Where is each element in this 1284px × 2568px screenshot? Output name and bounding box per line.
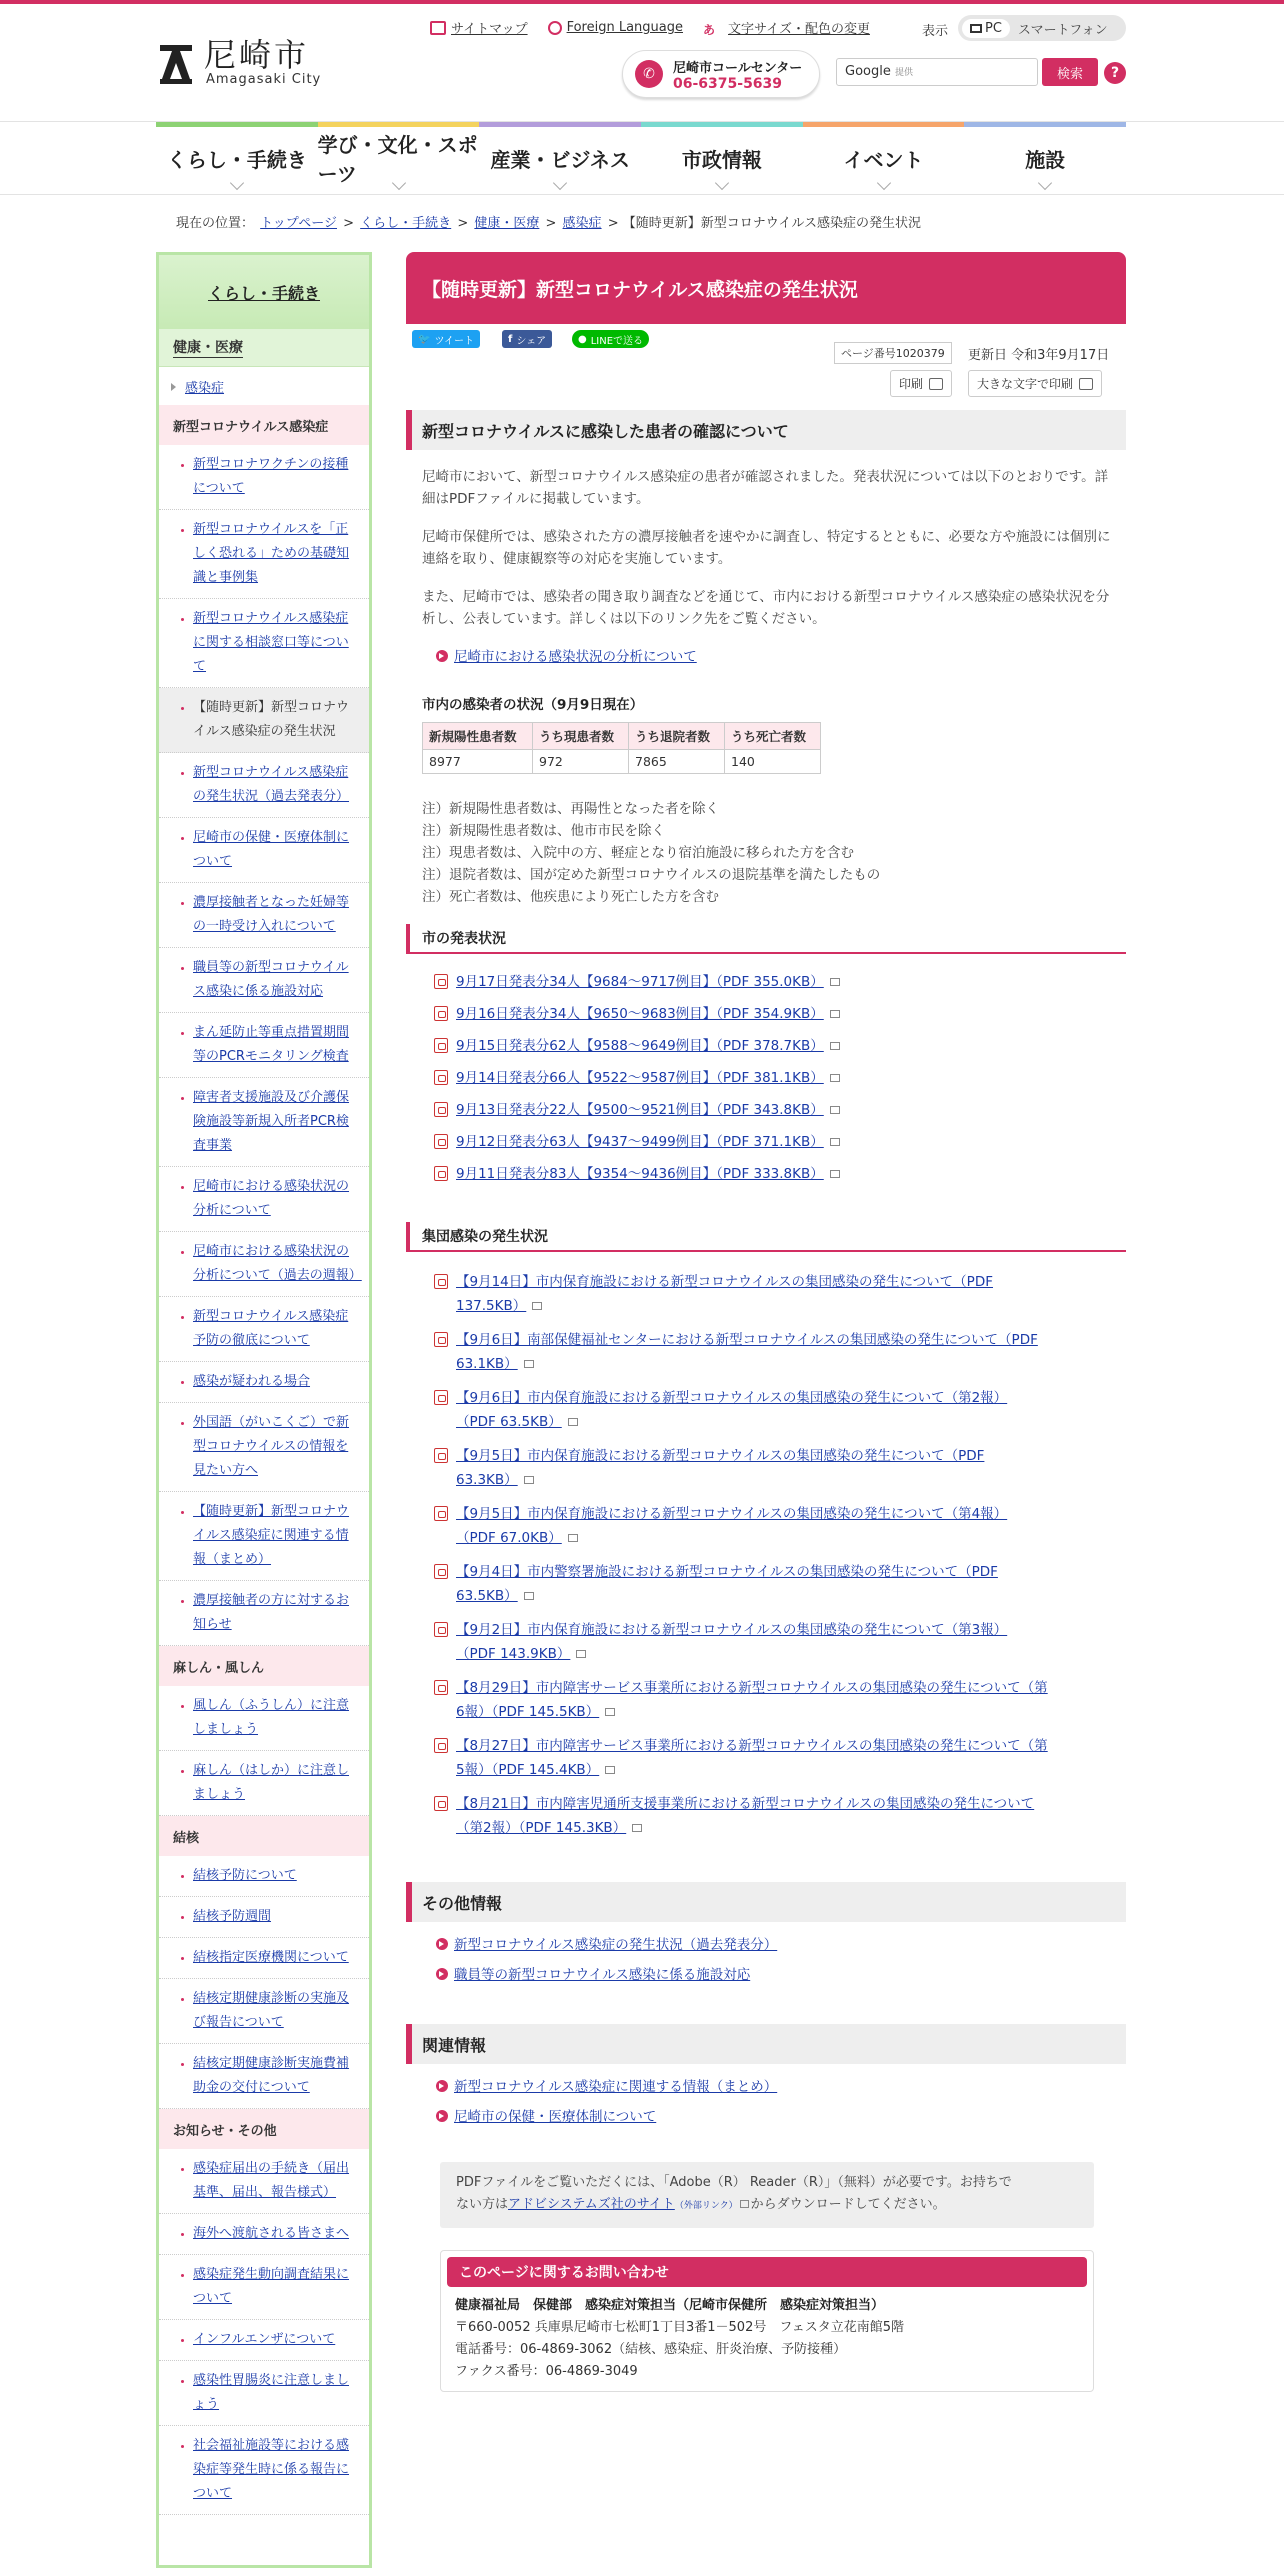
line-label: LINEで送る bbox=[590, 335, 644, 347]
tweet-button[interactable] bbox=[412, 330, 480, 348]
sidebar-item-label[interactable]: 外国語（がいこくご）で新型コロナウイルスの情報を見たい方へ bbox=[193, 1415, 350, 1478]
pdf-link[interactable]: 【9月5日】市内保育施設における新型コロナウイルスの集団感染の発生について（PDF bbox=[456, 1448, 985, 1464]
new-window-icon bbox=[605, 1708, 615, 1716]
pdf-link[interactable]: 9月13日発表分22人【9500～9521例目】（PDF 343.8KB） bbox=[456, 1102, 824, 1118]
pdf-link-item[interactable] bbox=[434, 1098, 1114, 1122]
logo-subtitle: Amagasaki City bbox=[206, 72, 322, 87]
sitemap-label[interactable]: サイトマップ bbox=[451, 22, 528, 37]
pdf-note-text: ない方は bbox=[456, 2197, 509, 2212]
sidebar-item-label[interactable]: 感染症発生動向調査結果について bbox=[193, 2267, 350, 2306]
table-header: うち現患者数 bbox=[533, 723, 629, 750]
sidebar-item-label[interactable]: 感染性胃腸炎に注意しましょう bbox=[193, 2373, 350, 2412]
sidebar-item[interactable] bbox=[159, 2255, 369, 2320]
pdf-icon bbox=[434, 1102, 448, 1117]
sidebar-title-link[interactable]: くらし・手続き bbox=[207, 283, 320, 303]
breadcrumb-item[interactable]: 健康・医療 bbox=[474, 216, 540, 231]
search-button[interactable]: 検索 bbox=[1042, 58, 1098, 86]
help-icon[interactable]: ? bbox=[1104, 62, 1126, 84]
monitor-icon bbox=[970, 24, 982, 33]
pdf-link[interactable]: 【9月5日】市内保育施設における新型コロナウイルスの集団感染の発生について（第4報） bbox=[456, 1506, 1008, 1522]
printer-icon bbox=[1079, 378, 1093, 390]
line-share-button[interactable] bbox=[572, 330, 649, 348]
call-center-box[interactable] bbox=[622, 50, 820, 98]
pdf-link[interactable]: 【9月14日】市内保育施設における新型コロナウイルスの集団感染の発生について（PDF bbox=[456, 1274, 993, 1290]
sidebar-item[interactable] bbox=[159, 1078, 369, 1167]
sidebar-item[interactable] bbox=[159, 1897, 369, 1938]
contact-title: このページに関するお問い合わせ bbox=[447, 2257, 1087, 2287]
sidebar-item[interactable] bbox=[159, 1167, 369, 1232]
gnav-label: 産業・ビジネス bbox=[490, 147, 630, 172]
sidebar-item[interactable] bbox=[159, 1751, 369, 1816]
gnav-label: 市政情報 bbox=[681, 147, 762, 172]
sidebar-item-label[interactable]: まん延防止等重点措置期間等のPCRモニタリング検査 bbox=[193, 1025, 350, 1064]
breadcrumb-item[interactable]: トップページ bbox=[260, 216, 337, 231]
gnav-color-bar bbox=[641, 122, 803, 127]
gnav-item-shisetsu[interactable] bbox=[964, 122, 1126, 194]
sidebar-item-label[interactable]: 新型コロナウイルス感染症の発生状況（過去発表分） bbox=[193, 765, 350, 804]
pdf-link[interactable]: 【9月4日】市内警察署施設における新型コロナウイルスの集団感染の発生について（PDF bbox=[456, 1564, 998, 1580]
sidebar-item-label[interactable]: 海外へ渡航される皆さまへ bbox=[193, 2226, 350, 2241]
city-emblem-icon bbox=[156, 39, 196, 87]
sidebar-group-title: 新型コロナウイルス感染症 bbox=[159, 405, 369, 445]
new-window-icon bbox=[830, 1170, 840, 1178]
pdf-link-item[interactable] bbox=[434, 1560, 1114, 1608]
gnav-item-kurashi[interactable] bbox=[156, 122, 318, 194]
breadcrumb-item[interactable]: 感染症 bbox=[562, 216, 602, 231]
breadcrumb-current: 【随時更新】新型コロナウイルス感染症の発生状況 bbox=[622, 216, 921, 231]
search-brand-sub: 提供 bbox=[894, 68, 913, 78]
sidebar-section[interactable] bbox=[159, 329, 369, 367]
sidebar-item[interactable] bbox=[159, 1362, 369, 1403]
sidebar-item-label[interactable]: 社会福祉施設等における感染症等発生時に係る報告について bbox=[193, 2438, 350, 2501]
sidebar-item[interactable] bbox=[159, 510, 369, 599]
sidebar-item-label[interactable]: 感染症届出の手続き（届出基準、届出、報告様式） bbox=[193, 2161, 350, 2200]
paragraph: 尼崎市保健所では、感染された方の濃厚接触者を速やかに調査し、特定するとともに、必要な方や施設には個別に連絡を取り、健康観察等の対応を実施しています。 bbox=[422, 529, 1111, 567]
table-row bbox=[423, 750, 821, 774]
tweet-label: ツイート bbox=[434, 335, 474, 347]
new-window-icon bbox=[830, 1042, 840, 1050]
pdf-link-item[interactable] bbox=[434, 1386, 1114, 1434]
pdf-icon bbox=[434, 1274, 448, 1289]
sidebar-item-label[interactable]: 尼崎市における感染状況の分析について（過去の週報） bbox=[193, 1244, 362, 1283]
gnav-color-bar bbox=[156, 122, 318, 127]
sidebar-item[interactable] bbox=[159, 2361, 369, 2426]
breadcrumb: 現在の位置： トップページ > くらし・手続き > 健康・医療 > 感染症 > 【随時更新】新型コロナウイルス感染症の発生状況 bbox=[176, 216, 921, 231]
sidebar-item-label[interactable]: 結核指定医療機関について bbox=[193, 1950, 349, 1965]
breadcrumb-prefix: 現在の位置： bbox=[176, 216, 255, 231]
section-heading: 関連情報 bbox=[406, 2024, 1126, 2064]
external-link-label: （外部リンク） bbox=[674, 2201, 738, 2211]
gnav-label: イベント bbox=[843, 147, 924, 172]
content-link[interactable]: 尼崎市における感染状況の分析について bbox=[436, 646, 697, 668]
sidebar-item-label[interactable]: 新型コロナワクチンの接種について bbox=[193, 457, 349, 496]
sidebar-title[interactable] bbox=[159, 255, 369, 329]
new-window-icon bbox=[632, 1824, 642, 1832]
sitemap-icon bbox=[430, 21, 446, 35]
view-pc-button[interactable] bbox=[962, 19, 1010, 38]
subsection-heading: 集団感染の発生状況 bbox=[406, 1222, 1126, 1252]
sidebar-group-title: お知らせ・その他 bbox=[159, 2109, 369, 2149]
gnav-label: 学び・文化・スポーツ bbox=[317, 133, 478, 186]
note: 注）退院者数は、国が定めた新型コロナウイルスの退院基準を満たしたもの bbox=[422, 867, 881, 883]
pdf-link[interactable]: 【8月29日】市内障害サービス事業所における新型コロナウイルスの集団感染の発生について（第 bbox=[456, 1680, 1048, 1696]
gnav-item-shisei[interactable] bbox=[641, 122, 803, 194]
call-center-title: 尼崎市コールセンター bbox=[673, 60, 803, 76]
new-window-icon bbox=[524, 1360, 534, 1368]
sidebar-item-current bbox=[159, 688, 369, 753]
note: 注）現患者数は、入院中の方、軽症となり宿泊施設に移られた方を含む bbox=[422, 845, 854, 861]
table-header: うち死亡者数 bbox=[725, 723, 821, 750]
pdf-link-item[interactable] bbox=[434, 1034, 1114, 1058]
contact-tel: 電話番号：06-4869-3062（結核、感染症、肝炎治療、予防接種） bbox=[455, 2342, 847, 2357]
note: 注）死亡者数は、他疾患により死亡した方を含む bbox=[422, 889, 719, 905]
sidebar-item[interactable] bbox=[159, 1979, 369, 2044]
table-cell: 140 bbox=[725, 750, 821, 774]
table-header-row bbox=[423, 723, 821, 750]
line-icon: ● bbox=[578, 333, 587, 345]
pdf-link-item[interactable] bbox=[434, 1792, 1114, 1840]
updated-date: 更新日 令和3年9月17日 bbox=[968, 348, 1110, 363]
content-link[interactable]: 新型コロナウイルス感染症に関連する情報（まとめ） bbox=[436, 2076, 777, 2098]
new-window-icon bbox=[830, 1138, 840, 1146]
font-size-label[interactable]: 文字サイズ・配色の変更 bbox=[728, 22, 870, 37]
new-window-icon bbox=[830, 1074, 840, 1082]
facebook-label: シェア bbox=[516, 335, 547, 347]
pdf-link-size[interactable]: 5報）（PDF 145.4KB） bbox=[456, 1762, 600, 1778]
pdf-icon bbox=[434, 1506, 448, 1521]
sidebar-item[interactable] bbox=[159, 445, 369, 510]
sidebar-item-label[interactable]: 濃厚接触者となった妊婦等の一時受け入れについて bbox=[193, 895, 350, 934]
pdf-icon bbox=[434, 1796, 448, 1811]
gnav-color-bar bbox=[803, 122, 965, 127]
external-link-icon bbox=[740, 2200, 749, 2208]
sidebar bbox=[156, 252, 372, 2568]
sidebar-item-label[interactable]: 感染が疑われる場合 bbox=[193, 1374, 311, 1389]
pdf-link[interactable]: 9月17日発表分34人【9684～9717例目】（PDF 355.0KB） bbox=[456, 974, 824, 990]
view-pc-label: PC bbox=[985, 20, 1002, 36]
facebook-icon: f bbox=[508, 333, 513, 345]
facebook-share-button[interactable] bbox=[502, 330, 552, 348]
pdf-link-size[interactable]: 63.1KB） bbox=[456, 1356, 518, 1372]
logo-title: 尼崎市 bbox=[204, 36, 310, 74]
section-heading: その他情報 bbox=[406, 1882, 1126, 1922]
pdf-link-size[interactable]: （PDF 143.9KB） bbox=[456, 1646, 571, 1662]
contact-fax: ファクス番号：06-4869-3049 bbox=[455, 2364, 638, 2379]
sidebar-item[interactable] bbox=[159, 753, 369, 818]
pdf-link-item[interactable] bbox=[434, 1444, 1114, 1492]
gnav-color-bar bbox=[964, 122, 1126, 127]
new-window-icon bbox=[830, 978, 840, 986]
print-button[interactable] bbox=[890, 370, 952, 397]
chevron-down-icon bbox=[553, 176, 567, 190]
new-window-icon bbox=[568, 1418, 578, 1426]
pdf-icon bbox=[434, 1006, 448, 1021]
pdf-icon bbox=[434, 1390, 448, 1405]
sidebar-item[interactable] bbox=[159, 818, 369, 883]
print-large-button[interactable] bbox=[968, 370, 1102, 397]
table-cell: 7865 bbox=[629, 750, 725, 774]
sidebar-item-label: 【随時更新】新型コロナウイルス感染症の発生状況 bbox=[193, 700, 350, 739]
pdf-link-item[interactable] bbox=[434, 1002, 1114, 1026]
pdf-link-size[interactable]: （PDF 67.0KB） bbox=[456, 1530, 562, 1546]
sidebar-item[interactable] bbox=[159, 2149, 369, 2214]
sidebar-item-label[interactable]: 新型コロナウイルス感染症予防の徹底について bbox=[193, 1309, 349, 1348]
sidebar-item[interactable] bbox=[159, 2426, 369, 2515]
sidebar-group-title: 麻しん・風しん bbox=[159, 1646, 369, 1686]
sidebar-item[interactable] bbox=[159, 1856, 369, 1897]
sidebar-item-label[interactable]: 尼崎市の保健・医療体制について bbox=[193, 830, 350, 869]
sidebar-item-label[interactable]: 新型コロナウイルスを「正しく恐れる」ための基礎知識と事例集 bbox=[193, 522, 350, 585]
adobe-link[interactable]: アドビシステムズ社のサイト bbox=[508, 2197, 675, 2212]
pdf-icon bbox=[434, 1038, 448, 1053]
gnav-divider bbox=[0, 194, 1284, 195]
table-caption: 市内の感染者の状況（9月9日現在） bbox=[422, 697, 644, 713]
pdf-icon bbox=[434, 974, 448, 989]
chevron-down-icon bbox=[1038, 176, 1052, 190]
pdf-reader-note bbox=[440, 2162, 1094, 2228]
new-window-icon bbox=[830, 1010, 840, 1018]
new-window-icon bbox=[830, 1106, 840, 1114]
sidebar-item[interactable] bbox=[159, 599, 369, 688]
page-number: ページ番号1020379 bbox=[834, 342, 952, 364]
pdf-link-size[interactable]: 6報）（PDF 145.5KB） bbox=[456, 1704, 600, 1720]
print-label: 印刷 bbox=[899, 377, 924, 391]
pdf-link[interactable]: 【8月21日】市内障害児通所支援事業所における新型コロナウイルスの集団感染の発生について bbox=[456, 1796, 1035, 1812]
pdf-link[interactable]: 9月15日発表分62人【9588～9649例目】（PDF 378.7KB） bbox=[456, 1038, 824, 1054]
sidebar-section-label: 健康・医療 bbox=[173, 337, 243, 358]
pdf-link[interactable]: 【9月6日】市内保育施設における新型コロナウイルスの集団感染の発生について（第2報） bbox=[456, 1390, 1008, 1406]
table-cell: 8977 bbox=[423, 750, 533, 774]
section-heading: 新型コロナウイルスに感染した患者の確認について bbox=[406, 410, 1126, 450]
sidebar-item[interactable] bbox=[159, 1581, 369, 1646]
contact-address: 〒660-0052 兵庫県尼崎市七松町1丁目3番1－502号 フェスタ立花南館5階 bbox=[455, 2320, 904, 2335]
new-window-icon bbox=[576, 1650, 586, 1658]
page-title: 【随時更新】新型コロナウイルス感染症の発生状況 bbox=[406, 252, 1126, 324]
sidebar-item-label[interactable]: 結核定期健康診断実施費補助金の交付について bbox=[193, 2056, 350, 2095]
print-large-label: 大きな文字で印刷 bbox=[977, 377, 1074, 391]
sidebar-group-title: 結核 bbox=[159, 1816, 369, 1856]
note: 注）新規陽性患者数は、他市市民を除く bbox=[422, 823, 665, 839]
pdf-link-size[interactable]: 137.5KB） bbox=[456, 1298, 527, 1314]
pdf-link-item[interactable] bbox=[434, 1502, 1114, 1550]
sidebar-item[interactable] bbox=[159, 1013, 369, 1078]
chevron-down-icon bbox=[230, 176, 244, 190]
pdf-note-text: からダウンロードしてください。 bbox=[750, 2197, 946, 2212]
sidebar-item-label[interactable]: 【随時更新】新型コロナウイルス感染症に関連する情報（まとめ） bbox=[193, 1504, 350, 1567]
infection-status-table bbox=[422, 722, 821, 774]
sidebar-item-label[interactable]: 感染症 bbox=[185, 380, 225, 396]
view-toggle[interactable] bbox=[958, 15, 1126, 41]
chevron-down-icon bbox=[715, 176, 729, 190]
pdf-icon bbox=[434, 1332, 448, 1347]
pdf-link-item[interactable] bbox=[434, 1328, 1114, 1376]
pdf-icon bbox=[434, 1680, 448, 1695]
view-smartphone-button[interactable]: スマートフォン bbox=[1017, 22, 1108, 38]
contact-box bbox=[440, 2250, 1094, 2392]
gnav-item-event[interactable] bbox=[803, 122, 965, 194]
subsection-heading: 市の発表状況 bbox=[406, 924, 1126, 954]
sidebar-item[interactable] bbox=[159, 2044, 369, 2109]
gnav-color-bar bbox=[318, 122, 480, 127]
new-window-icon bbox=[524, 1592, 534, 1600]
pdf-link[interactable]: 9月11日発表分83人【9354～9436例目】（PDF 333.8KB） bbox=[456, 1166, 824, 1182]
pdf-icon bbox=[434, 1134, 448, 1149]
breadcrumb-item[interactable]: くらし・手続き bbox=[360, 216, 452, 231]
new-window-icon bbox=[605, 1766, 615, 1774]
sidebar-item-label[interactable]: 尼崎市における感染状況の分析について bbox=[193, 1179, 350, 1218]
sidebar-item-label[interactable]: 新型コロナウイルス感染症に関する相談窓口等について bbox=[193, 611, 349, 674]
chevron-down-icon bbox=[876, 176, 890, 190]
sidebar-item[interactable] bbox=[159, 2214, 369, 2255]
gnav-label: 施設 bbox=[1025, 147, 1066, 172]
new-window-icon bbox=[532, 1302, 542, 1310]
sidebar-item-label[interactable]: 結核予防について bbox=[193, 1868, 297, 1883]
site-logo[interactable] bbox=[156, 38, 321, 87]
paragraph: 尼崎市において、新型コロナウイルス感染症の患者が確認されました。発表状況については以下のとおりです。詳細はPDFファイルに掲載しています。 bbox=[422, 469, 1109, 507]
pdf-link-item[interactable] bbox=[434, 1162, 1114, 1186]
sidebar-item-label[interactable]: 麻しん（はしか）に注意しましょう bbox=[193, 1763, 350, 1802]
main-content bbox=[406, 252, 1126, 2552]
pdf-link-item[interactable] bbox=[434, 1130, 1114, 1154]
pdf-icon bbox=[434, 1738, 448, 1753]
foreign-language-link[interactable] bbox=[548, 20, 683, 35]
pdf-link-item[interactable] bbox=[434, 1734, 1114, 1782]
pdf-link[interactable]: 【9月6日】南部保健福祉センターにおける新型コロナウイルスの集団感染の発生について（PDF bbox=[456, 1332, 1038, 1348]
pdf-link[interactable]: 9月14日発表分66人【9522～9587例目】（PDF 381.1KB） bbox=[456, 1070, 824, 1086]
sidebar-item[interactable] bbox=[159, 1686, 369, 1751]
pdf-link-item[interactable] bbox=[434, 970, 1114, 994]
table-header: うち退院者数 bbox=[629, 723, 725, 750]
pdf-link[interactable]: 【9月2日】市内保育施設における新型コロナウイルスの集団感染の発生について（第3報） bbox=[456, 1622, 1008, 1638]
sidebar-item[interactable] bbox=[159, 1297, 369, 1362]
pdf-icon bbox=[434, 1564, 448, 1579]
pdf-link[interactable]: 9月12日発表分63人【9437～9499例目】（PDF 371.1KB） bbox=[456, 1134, 824, 1150]
pdf-link-size[interactable]: 63.5KB） bbox=[456, 1588, 518, 1604]
pdf-link-item[interactable] bbox=[434, 1676, 1114, 1724]
content-link[interactable]: 新型コロナウイルス感染症の発生状況（過去発表分） bbox=[436, 1934, 777, 1956]
pdf-icon bbox=[434, 1448, 448, 1463]
sidebar-item[interactable] bbox=[159, 2320, 369, 2361]
sidebar-item[interactable] bbox=[159, 1403, 369, 1492]
table-cell: 972 bbox=[533, 750, 629, 774]
search-brand: Google bbox=[845, 64, 891, 79]
printer-icon bbox=[929, 378, 943, 390]
global-nav bbox=[156, 122, 1126, 194]
sidebar-item-label[interactable]: 職員等の新型コロナウイルス感染に係る施設対応 bbox=[193, 960, 349, 999]
table-header: 新規陽性患者数 bbox=[423, 723, 533, 750]
gnav-label: くらし・手続き bbox=[166, 147, 307, 172]
sidebar-item[interactable] bbox=[159, 1232, 369, 1297]
sitemap-link[interactable] bbox=[430, 18, 528, 37]
new-window-icon bbox=[524, 1476, 534, 1484]
sidebar-item[interactable] bbox=[159, 1492, 369, 1581]
sidebar-item[interactable] bbox=[159, 883, 369, 948]
paragraph: また、尼崎市では、感染者の聞き取り調査などを通じて、市内における新型コロナウイルス感染症の感染状況を分析し、公表しています。詳しくは以下のリンク先をご覧ください。 bbox=[422, 589, 1110, 627]
pdf-icon bbox=[434, 1166, 448, 1181]
pdf-link-size[interactable]: （PDF 63.5KB） bbox=[456, 1414, 562, 1430]
pdf-link-size[interactable]: （第2報）（PDF 145.3KB） bbox=[456, 1820, 627, 1836]
view-label: 表示 bbox=[922, 24, 949, 39]
sidebar-item-label[interactable]: 濃厚接触者の方に対するお知らせ bbox=[193, 1593, 350, 1632]
gnav-color-bar bbox=[479, 122, 641, 127]
new-window-icon bbox=[568, 1534, 578, 1542]
font-size-link[interactable] bbox=[703, 18, 870, 37]
content-link[interactable]: 尼崎市の保健・医療体制について bbox=[436, 2106, 656, 2128]
phone-icon: ✆ bbox=[635, 60, 663, 88]
pdf-link-item[interactable] bbox=[434, 1270, 1114, 1318]
twitter-icon: 🐦 bbox=[418, 333, 431, 345]
call-center-number: 06-6375-5639 bbox=[673, 75, 783, 92]
contact-org: 健康福祉局 保健部 感染症対策担当（尼崎市保健所 感染症対策担当） bbox=[455, 2298, 885, 2313]
content-link[interactable]: 職員等の新型コロナウイルス感染に係る施設対応 bbox=[436, 1964, 750, 1986]
site-header bbox=[0, 4, 1284, 122]
globe-icon bbox=[548, 21, 562, 35]
pdf-link[interactable]: 9月16日発表分34人【9650～9683例目】（PDF 354.9KB） bbox=[456, 1006, 824, 1022]
pdf-link[interactable]: 【8月27日】市内障害サービス事業所における新型コロナウイルスの集団感染の発生について（第 bbox=[456, 1738, 1048, 1754]
sidebar-item-label[interactable]: 風しん（ふうしん）に注意しましょう bbox=[193, 1698, 350, 1737]
sidebar-item[interactable] bbox=[159, 1938, 369, 1979]
search-input[interactable] bbox=[836, 58, 1038, 86]
pdf-link-item[interactable] bbox=[434, 1618, 1114, 1666]
pdf-note-line: PDFファイルをご覧いただくには、「Adobe（R） Reader（R）」（無料）が必要です。お持ちで bbox=[456, 2175, 1012, 2190]
pdf-icon bbox=[434, 1070, 448, 1085]
sidebar-item-kansensho[interactable] bbox=[159, 367, 369, 405]
font-size-icon: あ bbox=[703, 22, 716, 37]
pdf-link-item[interactable] bbox=[434, 1066, 1114, 1090]
sidebar-item-label[interactable]: インフルエンザについて bbox=[193, 2332, 336, 2347]
pdf-link-size[interactable]: 63.3KB） bbox=[456, 1472, 518, 1488]
sidebar-item-label[interactable]: 障害者支援施設及び介護保険施設等新規入所者PCR検査事業 bbox=[193, 1090, 350, 1153]
sidebar-item-label[interactable]: 結核定期健康診断の実施及び報告について bbox=[193, 1991, 350, 2030]
sidebar-item[interactable] bbox=[159, 948, 369, 1013]
foreign-language-label[interactable]: Foreign Language bbox=[566, 20, 683, 35]
note: 注）新規陽性患者数は、再陽性となった者を除く bbox=[422, 801, 719, 817]
pdf-icon bbox=[434, 1622, 448, 1637]
gnav-item-manabi[interactable] bbox=[318, 122, 480, 194]
sidebar-item-label[interactable]: 結核予防週間 bbox=[193, 1909, 272, 1924]
gnav-item-sangyo[interactable] bbox=[479, 122, 641, 194]
